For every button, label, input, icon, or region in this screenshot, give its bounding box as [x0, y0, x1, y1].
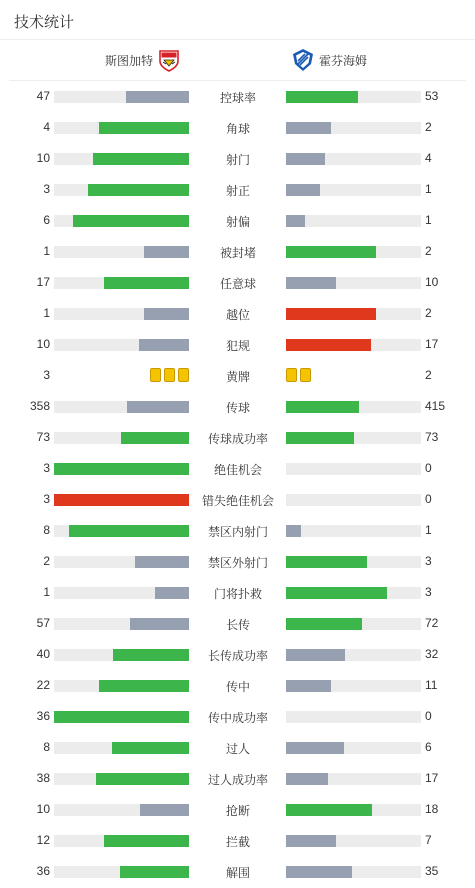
home-value: 36 — [36, 864, 50, 878]
stat-label: 传球成功率 — [207, 432, 268, 446]
home-value: 47 — [36, 89, 50, 103]
stat-row — [0, 360, 475, 391]
home-bar-track — [54, 556, 189, 568]
home-value: 1 — [43, 306, 50, 320]
stat-row — [0, 236, 475, 267]
home-value: 12 — [36, 833, 50, 847]
away-value: 3 — [425, 554, 432, 568]
away-bar — [286, 587, 387, 599]
yellow-card-icon — [286, 368, 297, 382]
home-bar — [54, 711, 189, 723]
stat-label: 拦截 — [225, 835, 250, 849]
home-value: 6 — [43, 213, 50, 227]
away-value: 1 — [425, 213, 432, 227]
away-value: 2 — [425, 120, 432, 134]
away-value: 3 — [425, 585, 432, 599]
away-bar-track — [286, 215, 421, 227]
stat-row — [0, 174, 475, 205]
home-value: 36 — [36, 709, 50, 723]
away-bar-track — [286, 804, 421, 816]
away-value: 73 — [425, 430, 439, 444]
stat-label: 任意球 — [219, 277, 256, 291]
away-value: 32 — [425, 647, 439, 661]
stat-row — [0, 825, 475, 856]
home-bar-track — [54, 742, 189, 754]
home-bar — [120, 866, 189, 878]
yellow-card-icon — [300, 368, 311, 382]
home-yellow-cards — [150, 368, 189, 382]
away-bar-track — [286, 711, 421, 723]
away-value: 0 — [425, 709, 432, 723]
home-value: 22 — [36, 678, 50, 692]
stat-label: 禁区外射门 — [207, 556, 268, 570]
stat-label: 传球 — [225, 401, 250, 415]
stat-row — [0, 639, 475, 670]
home-value: 1 — [43, 244, 50, 258]
away-value: 0 — [425, 461, 432, 475]
stat-row — [0, 856, 475, 887]
stat-row — [0, 422, 475, 453]
home-bar — [140, 804, 189, 816]
away-bar — [286, 184, 320, 196]
away-value: 35 — [425, 864, 439, 878]
home-bar — [104, 835, 189, 847]
home-bar-track — [54, 525, 189, 537]
stat-label: 长传成功率 — [207, 649, 268, 663]
home-bar — [99, 122, 189, 134]
stat-row — [0, 329, 475, 360]
home-team-crest-icon — [157, 48, 181, 72]
home-value: 8 — [43, 523, 50, 537]
away-bar — [286, 122, 331, 134]
away-value: 1 — [425, 182, 432, 196]
home-value: 8 — [43, 740, 50, 754]
away-team-name: 霍芬海姆 — [319, 53, 368, 68]
away-bar-track — [286, 153, 421, 165]
stat-label: 门将扑救 — [213, 587, 262, 601]
home-value: 3 — [43, 461, 50, 475]
home-bar-track — [54, 680, 189, 692]
away-bar — [286, 525, 301, 537]
home-bar-track — [54, 246, 189, 258]
home-bar-track — [54, 649, 189, 661]
away-bar-track — [286, 308, 421, 320]
home-bar-track — [54, 587, 189, 599]
away-bar — [286, 91, 358, 103]
home-bar-track — [54, 432, 189, 444]
home-value: 1 — [43, 585, 50, 599]
yellow-card-icon — [164, 368, 175, 382]
home-value: 3 — [43, 492, 50, 506]
home-bar-track — [54, 804, 189, 816]
away-bar-track — [286, 556, 421, 568]
home-value: 73 — [36, 430, 50, 444]
away-value: 2 — [425, 244, 432, 258]
away-bar-track — [286, 649, 421, 661]
away-bar-track — [286, 587, 421, 599]
away-bar-track — [286, 91, 421, 103]
home-team-name: 斯图加特 — [104, 53, 153, 68]
away-value: 0 — [425, 492, 432, 506]
away-team[interactable] — [291, 48, 367, 72]
away-bar — [286, 215, 305, 227]
away-bar — [286, 401, 359, 413]
stat-row — [0, 81, 475, 112]
home-bar — [155, 587, 189, 599]
away-bar — [286, 153, 325, 165]
away-bar — [286, 680, 331, 692]
stat-label: 长传 — [225, 618, 250, 632]
stat-label: 绝佳机会 — [213, 463, 262, 477]
stat-row — [0, 732, 475, 763]
home-bar — [139, 339, 189, 351]
away-value: 1 — [425, 523, 432, 537]
teams-bar — [9, 40, 466, 81]
away-value: 72 — [425, 616, 439, 630]
home-bar — [112, 742, 189, 754]
away-value: 10 — [425, 275, 439, 289]
away-value: 415 — [425, 399, 446, 413]
stat-row — [0, 112, 475, 143]
stat-label: 错失绝佳机会 — [201, 494, 274, 508]
stat-label: 射门 — [225, 153, 250, 167]
away-bar-track — [286, 494, 421, 506]
home-bar-track — [54, 339, 189, 351]
away-value: 18 — [425, 802, 439, 816]
stat-label: 传中成功率 — [207, 711, 268, 725]
stat-label: 被封堵 — [219, 246, 256, 260]
stat-label: 禁区内射门 — [207, 525, 268, 539]
away-value: 11 — [425, 678, 438, 692]
home-bar — [104, 277, 189, 289]
home-bar-track — [54, 835, 189, 847]
home-bar-track — [54, 494, 189, 506]
stat-label: 过人成功率 — [207, 773, 268, 787]
away-bar-track — [286, 463, 421, 475]
home-bar — [99, 680, 189, 692]
home-bar — [121, 432, 189, 444]
away-bar — [286, 556, 367, 568]
away-bar — [286, 246, 376, 258]
home-bar-track — [54, 618, 189, 630]
stat-label: 抢断 — [225, 804, 250, 818]
page-title: 技术统计 — [14, 14, 75, 31]
stat-label: 过人 — [225, 742, 250, 756]
away-bar-track — [286, 339, 421, 351]
away-bar — [286, 308, 376, 320]
away-value: 2 — [425, 368, 432, 382]
home-value: 40 — [36, 647, 50, 661]
home-bar-track — [54, 773, 189, 785]
home-value: 358 — [29, 399, 50, 413]
home-value: 4 — [43, 120, 50, 134]
home-bar-track — [54, 866, 189, 878]
stat-row — [0, 794, 475, 825]
away-bar — [286, 742, 344, 754]
away-bar-track — [286, 866, 421, 878]
away-bar — [286, 339, 371, 351]
home-bar-track — [54, 184, 189, 196]
home-bar — [88, 184, 189, 196]
stat-label: 越位 — [225, 308, 250, 322]
home-value: 57 — [36, 616, 50, 630]
stat-row — [0, 484, 475, 515]
stat-row — [0, 546, 475, 577]
home-bar — [54, 494, 189, 506]
away-bar-track — [286, 773, 421, 785]
away-bar-track — [286, 680, 421, 692]
away-bar-track — [286, 246, 421, 258]
stat-row — [0, 515, 475, 546]
home-value: 3 — [43, 368, 50, 382]
home-bar-track — [54, 401, 189, 413]
stats-header — [0, 0, 475, 40]
home-bar — [135, 556, 189, 568]
home-bar — [144, 246, 189, 258]
stat-label: 射正 — [225, 184, 250, 198]
away-value: 53 — [425, 89, 439, 103]
home-bar — [127, 401, 189, 413]
away-team-crest-icon — [291, 48, 315, 72]
stat-label: 角球 — [225, 122, 250, 136]
home-bar-track — [54, 463, 189, 475]
stat-row — [0, 391, 475, 422]
stat-row — [0, 701, 475, 732]
stat-label: 解围 — [225, 866, 250, 880]
home-bar-track — [54, 153, 189, 165]
stat-label: 射偏 — [225, 215, 250, 229]
away-bar — [286, 866, 352, 878]
home-bar-track — [54, 122, 189, 134]
home-team[interactable] — [105, 48, 181, 72]
home-bar — [69, 525, 189, 537]
stats-list — [0, 81, 475, 887]
yellow-card-icon — [178, 368, 189, 382]
away-value: 7 — [425, 833, 432, 847]
away-bar — [286, 804, 372, 816]
home-bar-track — [54, 91, 189, 103]
stat-row — [0, 608, 475, 639]
away-value: 6 — [425, 740, 432, 754]
home-value: 17 — [36, 275, 50, 289]
away-bar-track — [286, 742, 421, 754]
away-bar-track — [286, 525, 421, 537]
home-bar — [73, 215, 189, 227]
away-bar-track — [286, 835, 421, 847]
home-bar — [93, 153, 189, 165]
away-bar-track — [286, 122, 421, 134]
yellow-card-icon — [150, 368, 161, 382]
stat-row — [0, 453, 475, 484]
home-bar — [96, 773, 189, 785]
home-bar — [130, 618, 189, 630]
stat-label: 传中 — [225, 680, 250, 694]
away-value: 4 — [425, 151, 432, 165]
away-bar-track — [286, 277, 421, 289]
away-bar — [286, 773, 328, 785]
stat-label: 犯规 — [225, 339, 250, 353]
away-bar — [286, 835, 336, 847]
away-bar-track — [286, 618, 421, 630]
home-bar-track — [54, 277, 189, 289]
away-value: 17 — [425, 337, 439, 351]
away-bar — [286, 649, 345, 661]
away-bar — [286, 432, 354, 444]
stat-label: 黄牌 — [225, 370, 250, 384]
away-bar-track — [286, 184, 421, 196]
home-value: 10 — [36, 802, 50, 816]
home-value: 3 — [43, 182, 50, 196]
away-bar — [286, 618, 362, 630]
home-bar — [126, 91, 189, 103]
stat-row — [0, 143, 475, 174]
away-bar — [286, 277, 336, 289]
stat-row — [0, 670, 475, 701]
stat-row — [0, 577, 475, 608]
home-bar — [54, 463, 189, 475]
home-bar — [113, 649, 189, 661]
home-bar-track — [54, 215, 189, 227]
home-bar-track — [54, 711, 189, 723]
stat-row — [0, 763, 475, 794]
stat-row — [0, 298, 475, 329]
home-value: 2 — [43, 554, 50, 568]
away-value: 2 — [425, 306, 432, 320]
home-bar — [144, 308, 189, 320]
away-bar-track — [286, 401, 421, 413]
away-value: 17 — [425, 771, 439, 785]
away-bar-track — [286, 432, 421, 444]
away-yellow-cards — [286, 368, 311, 382]
stat-row — [0, 205, 475, 236]
home-value: 38 — [36, 771, 50, 785]
home-value: 10 — [36, 337, 50, 351]
home-value: 10 — [36, 151, 50, 165]
stat-row — [0, 267, 475, 298]
home-bar-track — [54, 308, 189, 320]
stat-label: 控球率 — [219, 91, 256, 105]
